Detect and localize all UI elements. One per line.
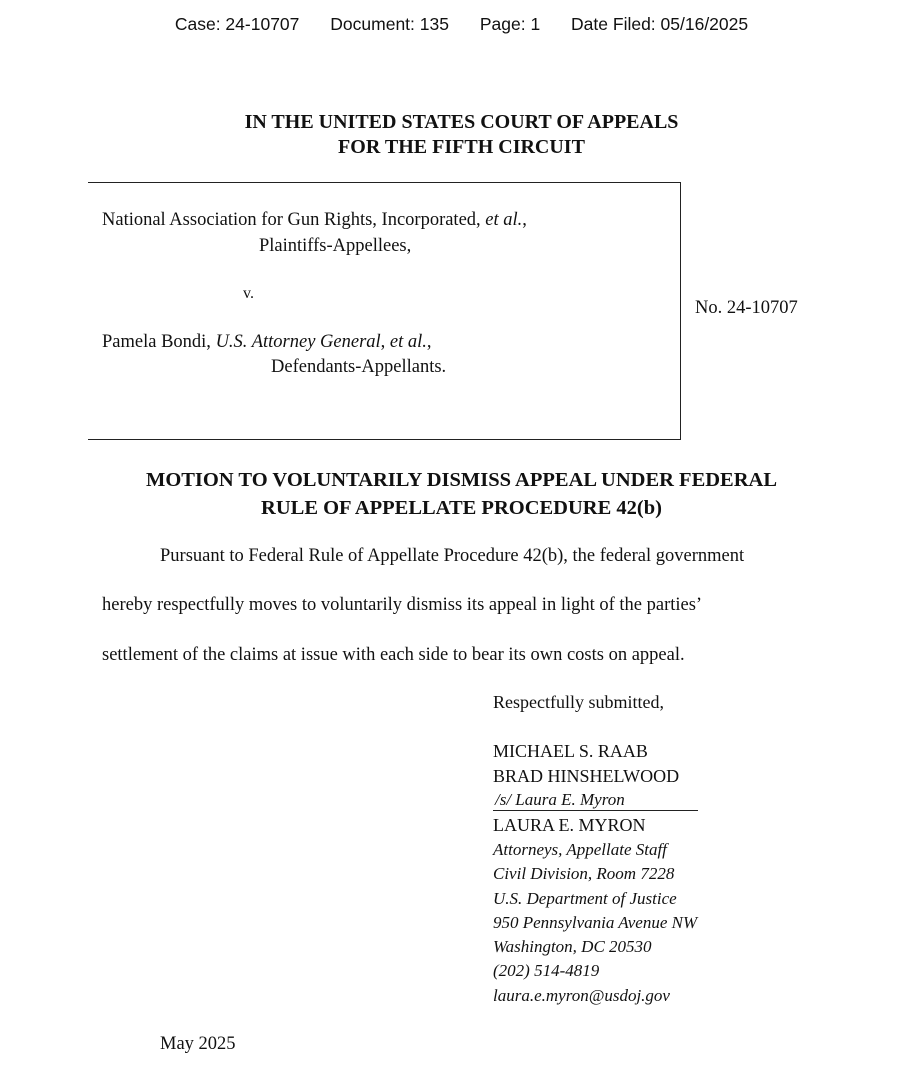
- filing-header: [0, 14, 923, 35]
- court-heading: [0, 110, 923, 160]
- division-room: Civil Division, Room 7228: [493, 864, 675, 883]
- court-line-1: IN THE UNITED STATES COURT OF APPEALS: [244, 111, 679, 133]
- case-number-label: Case: 24-10707: [174, 14, 300, 34]
- defendant-title: U.S. Attorney General: [215, 332, 381, 352]
- body-line-3: settlement of the claims at issue with each side to bear its own costs on appeal.: [102, 645, 685, 665]
- defendant-name: Pamela Bondi, U.S. Attorney General, et al.,: [102, 332, 432, 352]
- body-line-2: hereby respectfully moves to voluntarily dismiss its appeal in light of the parties’: [102, 595, 703, 615]
- docket-number: No. 24-10707: [695, 298, 798, 318]
- motion-title: [0, 466, 923, 522]
- phone-number: (202) 514-4819: [493, 961, 600, 980]
- plaintiff-name: National Association for Gun Rights, Incorporated, et al.,: [102, 210, 527, 230]
- versus-label: v.: [243, 285, 254, 302]
- motion-title-line-2: RULE OF APPELLATE PROCEDURE 42(b): [261, 497, 662, 519]
- electronic-signature: /s/ Laura E. Myron: [493, 790, 698, 811]
- attorney-name-3: LAURA E. MYRON: [493, 815, 646, 835]
- closing-text: Respectfully submitted,: [493, 692, 664, 712]
- body-line-1: Pursuant to Federal Rule of Appellate Procedure 42(b), the federal government: [160, 546, 745, 566]
- street-address: 950 Pennsylvania Avenue NW: [493, 913, 698, 932]
- attorney-title: Attorneys, Appellate Staff: [493, 840, 667, 859]
- motion-title-line-1: MOTION TO VOLUNTARILY DISMISS APPEAL UNDER FEDERAL: [145, 469, 778, 491]
- page-number-label: Page: 1: [479, 14, 541, 34]
- document-number-label: Document: 135: [330, 14, 449, 34]
- city-state-zip: Washington, DC 20530: [493, 937, 652, 956]
- plaintiff-role: Plaintiffs-Appellees,: [259, 236, 412, 256]
- plaintiff-etal: et al.: [485, 210, 523, 230]
- department-name: U.S. Department of Justice: [493, 889, 677, 908]
- attorney-name-1: MICHAEL S. RAAB: [493, 741, 648, 761]
- defendant-role: Defendants-Appellants.: [271, 357, 447, 377]
- court-line-2: FOR THE FIFTH CIRCUIT: [338, 136, 585, 158]
- attorney-name-2: BRAD HINSHELWOOD: [493, 766, 680, 786]
- document-date: May 2025: [160, 1034, 236, 1054]
- date-filed-label: Date Filed: 05/16/2025: [571, 14, 749, 34]
- defendant-etal: et al.: [389, 332, 427, 352]
- email-address: laura.e.myron@usdoj.gov: [493, 986, 670, 1005]
